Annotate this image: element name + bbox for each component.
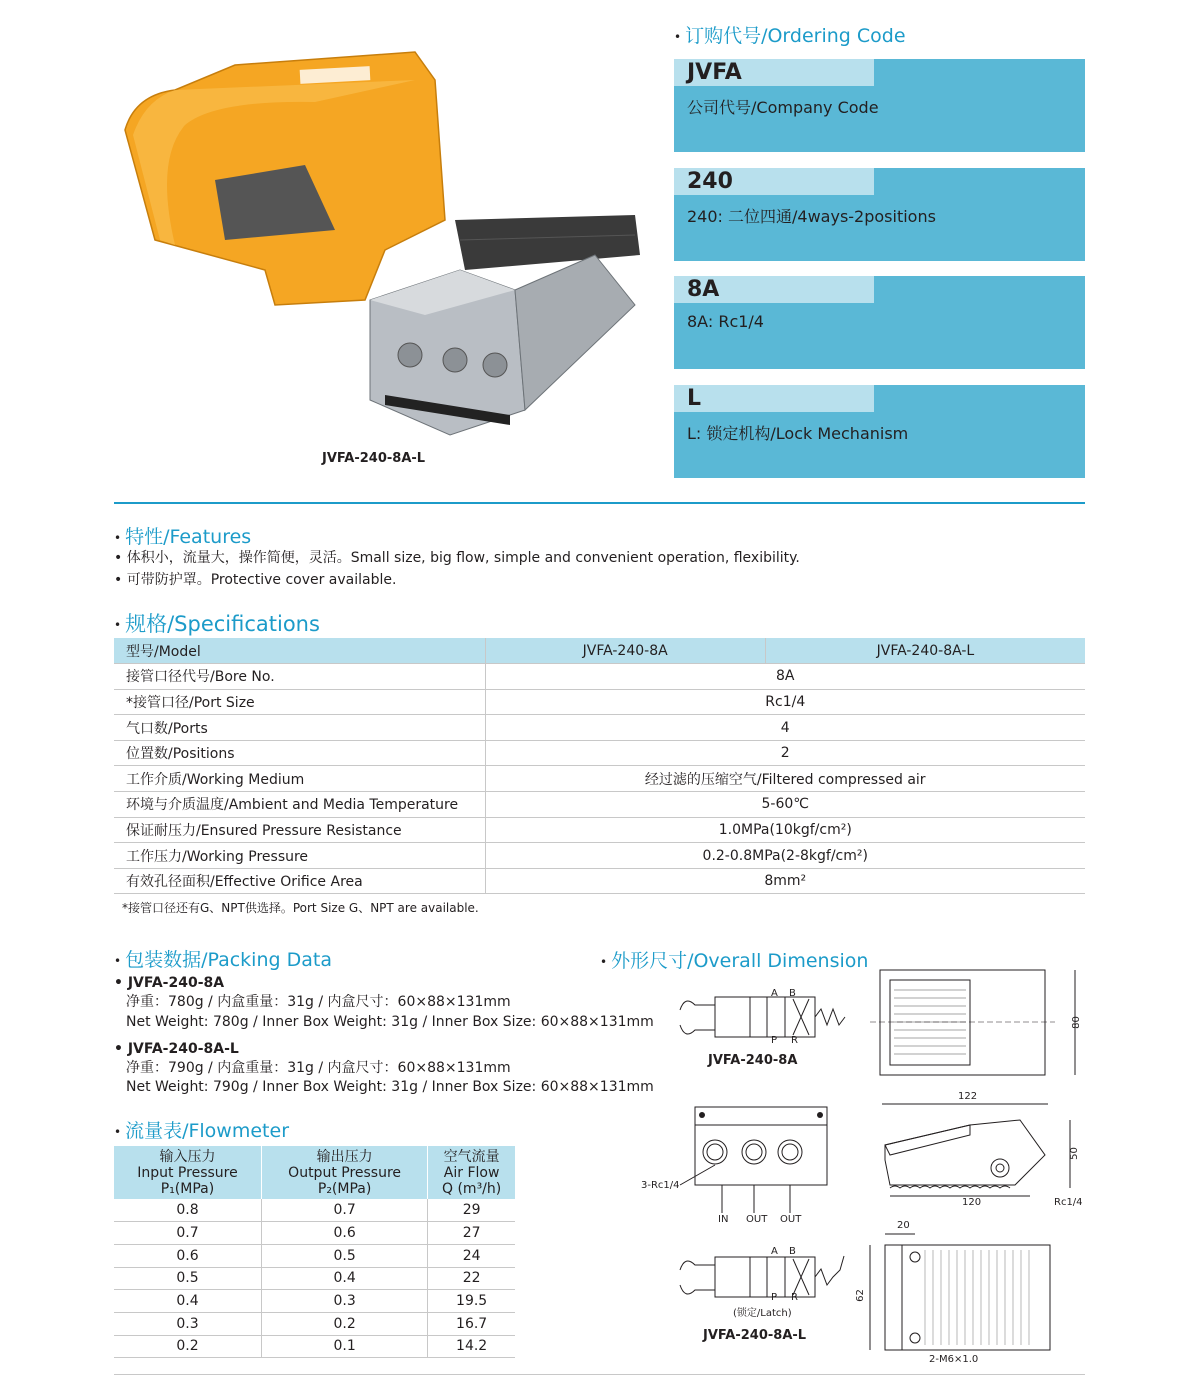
port-b-label: B [789, 988, 796, 999]
flow-cell: 0.3 [114, 1312, 261, 1335]
flow-header-cell [261, 1146, 427, 1199]
dim-rc: Rc1/4 [1054, 1197, 1083, 1208]
flow-cell: 24 [428, 1244, 515, 1267]
flowmeter-table [114, 1146, 515, 1358]
flow-cell: 19.5 [428, 1290, 515, 1313]
code-box-company [674, 59, 1085, 152]
feature-item: • 体积小，流量大，操作简便，灵活。Small size, big flow, simple and convenient operation, flexibility. [114, 550, 800, 566]
code-box-lock [674, 385, 1085, 478]
table-row [114, 1290, 515, 1313]
flow-cell: 0.1 [261, 1335, 427, 1358]
code-label: JVFA [674, 59, 874, 86]
section-divider [114, 502, 1085, 504]
flow-cell: 0.2 [114, 1335, 261, 1358]
packing-model-name: • JVFA-240-8A [114, 975, 225, 991]
specs-title: 规格/Specifications [125, 612, 320, 636]
flow-header-unit: Q (m³/h) [442, 1180, 502, 1197]
top-view-drawing [870, 965, 1090, 1080]
table-row [114, 817, 1085, 843]
port-a-label: A [771, 988, 778, 999]
code-desc: 8A: Rc1/4 [687, 312, 764, 331]
table-row [114, 1199, 515, 1222]
dim-120: 120 [962, 1197, 982, 1208]
spec-value: 8A [485, 664, 1085, 690]
spec-label: 气口数/Ports [114, 715, 485, 741]
code-box-bore [674, 276, 1085, 369]
spec-value: 经过滤的压缩空气/Filtered compressed air [485, 766, 1085, 792]
flow-cell: 16.7 [428, 1312, 515, 1335]
symbol-caption-latch: JVFA-240-8A-L [703, 1328, 807, 1343]
table-row [114, 1222, 515, 1245]
spec-note: *接管口径还有G、NPT供选择。Port Size G、NPT are available. [122, 901, 479, 915]
flow-cell: 14.2 [428, 1335, 515, 1358]
flow-cell: 0.6 [114, 1244, 261, 1267]
flow-cell: 0.5 [114, 1267, 261, 1290]
packing-cn: 净重：780g / 内盒重量：31g / 内盒尺寸：60×88×131mm [126, 994, 511, 1010]
packing-title: 包装数据/Packing Data [125, 949, 332, 971]
front-view-drawing [640, 1105, 840, 1225]
packing-en: Net Weight: 790g / Inner Box Weight: 31g / Inner Box Size: 60×88×131mm [126, 1079, 654, 1095]
spec-table [114, 638, 1085, 894]
dim-50: 50 [1068, 1147, 1080, 1160]
ordering-code-heading: • 订购代号/Ordering Code [674, 25, 906, 47]
spec-label: 环境与介质温度/Ambient and Media Temperature [114, 792, 485, 818]
port-size-label: 3-Rc1/4 [641, 1180, 680, 1191]
dim-20: 20 [897, 1220, 910, 1231]
spec-header-cell: JVFA-240-8A [485, 638, 765, 664]
spec-label: 工作压力/Working Pressure [114, 843, 485, 869]
packing-heading: • 包装数据/Packing Data [114, 949, 332, 971]
table-row [114, 1267, 515, 1290]
code-label: L [674, 385, 874, 412]
spec-label: *接管口径/Port Size [114, 689, 485, 715]
flow-cell: 0.5 [261, 1244, 427, 1267]
feature-item: • 可带防护罩。Protective cover available. [114, 572, 397, 588]
latch-label: (锁定/Latch) [733, 1308, 792, 1319]
table-row [114, 1312, 515, 1335]
packing-model-name: • JVFA-240-8A-L [114, 1041, 239, 1057]
table-row [114, 689, 1085, 715]
spec-header-cell: JVFA-240-8A-L [765, 638, 1085, 664]
dim-80: 80 [1070, 1016, 1082, 1029]
table-row [114, 792, 1085, 818]
spec-header-row [114, 638, 1085, 664]
port-in-label: IN [718, 1214, 729, 1225]
spec-label: 有效孔径面积/Effective Orifice Area [114, 868, 485, 894]
flow-header-row [114, 1146, 515, 1199]
table-row [114, 1244, 515, 1267]
packing-cn: 净重：790g / 内盒重量：31g / 内盒尺寸：60×88×131mm [126, 1060, 511, 1076]
bottom-rule [114, 1374, 1085, 1375]
port-out-label: OUT [780, 1214, 802, 1225]
spec-value: Rc1/4 [485, 689, 1085, 715]
flow-cell: 0.4 [114, 1290, 261, 1313]
bottom-view-drawing [855, 1230, 1055, 1360]
flow-header-cn: 输入压力 [159, 1148, 216, 1165]
flow-header-cell [428, 1146, 515, 1199]
flow-cell: 0.3 [261, 1290, 427, 1313]
flow-cell: 0.8 [114, 1199, 261, 1222]
code-box-type [674, 168, 1085, 261]
table-row [114, 715, 1085, 741]
spec-header-cell: 型号/Model [114, 638, 485, 664]
dimension-title: 外形尺寸/Overall Dimension [611, 950, 869, 972]
spec-label: 接管口径代号/Bore No. [114, 664, 485, 690]
product-caption: JVFA-240-8A-L [322, 451, 426, 466]
spec-label: 工作介质/Working Medium [114, 766, 485, 792]
valve-symbol-standard [675, 985, 865, 1045]
code-desc: 公司代号/Company Code [687, 98, 879, 117]
flow-cell: 0.7 [261, 1199, 427, 1222]
flow-cell: 22 [428, 1267, 515, 1290]
flow-header-en: Air Flow [443, 1164, 500, 1181]
product-photo [115, 40, 655, 440]
flow-cell: 27 [428, 1222, 515, 1245]
port-r-label: R [791, 1035, 798, 1046]
flow-cell: 29 [428, 1199, 515, 1222]
flow-cell: 0.4 [261, 1267, 427, 1290]
code-label: 240 [674, 168, 874, 195]
port-a-label: A [771, 1246, 778, 1257]
symbol-caption-standard: JVFA-240-8A [708, 1053, 798, 1068]
spec-value: 8mm² [485, 868, 1085, 894]
dim-122: 122 [958, 1091, 978, 1102]
features-heading: • 特性/Features [114, 526, 252, 548]
spec-label: 保证耐压力/Ensured Pressure Resistance [114, 817, 485, 843]
spec-value: 1.0MPa(10kgf/cm²) [485, 817, 1085, 843]
flowmeter-heading: • 流量表/Flowmeter [114, 1120, 289, 1142]
flow-header-cell [114, 1146, 261, 1199]
port-out-label: OUT [746, 1214, 768, 1225]
code-desc: L: 锁定机构/Lock Mechanism [687, 424, 909, 443]
flow-header-cn: 空气流量 [443, 1148, 500, 1165]
packing-en: Net Weight: 780g / Inner Box Weight: 31g / Inner Box Size: 60×88×131mm [126, 1014, 654, 1030]
port-p-label: P [771, 1292, 778, 1303]
spec-value: 5-60℃ [485, 792, 1085, 818]
flow-header-cn: 输出压力 [316, 1148, 373, 1165]
dimension-heading: • 外形尺寸/Overall Dimension [600, 950, 869, 972]
port-p-label: P [771, 1035, 778, 1046]
spec-value: 2 [485, 740, 1085, 766]
table-row [114, 766, 1085, 792]
flow-cell: 0.7 [114, 1222, 261, 1245]
features-title: 特性/Features [125, 526, 252, 548]
dim-screw: 2-M6×1.0 [929, 1354, 979, 1365]
valve-symbol-latch [675, 1245, 865, 1305]
side-view-drawing [870, 1100, 1090, 1210]
table-row [114, 843, 1085, 869]
specs-heading: • 规格/Specifications [114, 612, 320, 636]
ordering-code-title: 订购代号/Ordering Code [685, 25, 906, 47]
flow-header-unit: P₂(MPa) [317, 1180, 372, 1197]
flow-header-en: Input Pressure [137, 1164, 238, 1181]
code-label: 8A [674, 276, 874, 303]
spec-label: 位置数/Positions [114, 740, 485, 766]
flow-cell: 0.6 [261, 1222, 427, 1245]
flow-header-unit: P₁(MPa) [160, 1180, 215, 1197]
spec-value: 4 [485, 715, 1085, 741]
table-row [114, 664, 1085, 690]
port-b-label: B [789, 1246, 796, 1257]
dim-62: 62 [854, 1289, 866, 1302]
code-desc: 240: 二位四通/4ways-2positions [687, 207, 936, 226]
table-row [114, 1335, 515, 1358]
table-row [114, 740, 1085, 766]
flow-header-en: Output Pressure [288, 1164, 402, 1181]
spec-value: 0.2-0.8MPa(2-8kgf/cm²) [485, 843, 1085, 869]
table-row [114, 868, 1085, 894]
port-r-label: R [791, 1292, 798, 1303]
flowmeter-title: 流量表/Flowmeter [125, 1120, 289, 1142]
flow-cell: 0.2 [261, 1312, 427, 1335]
